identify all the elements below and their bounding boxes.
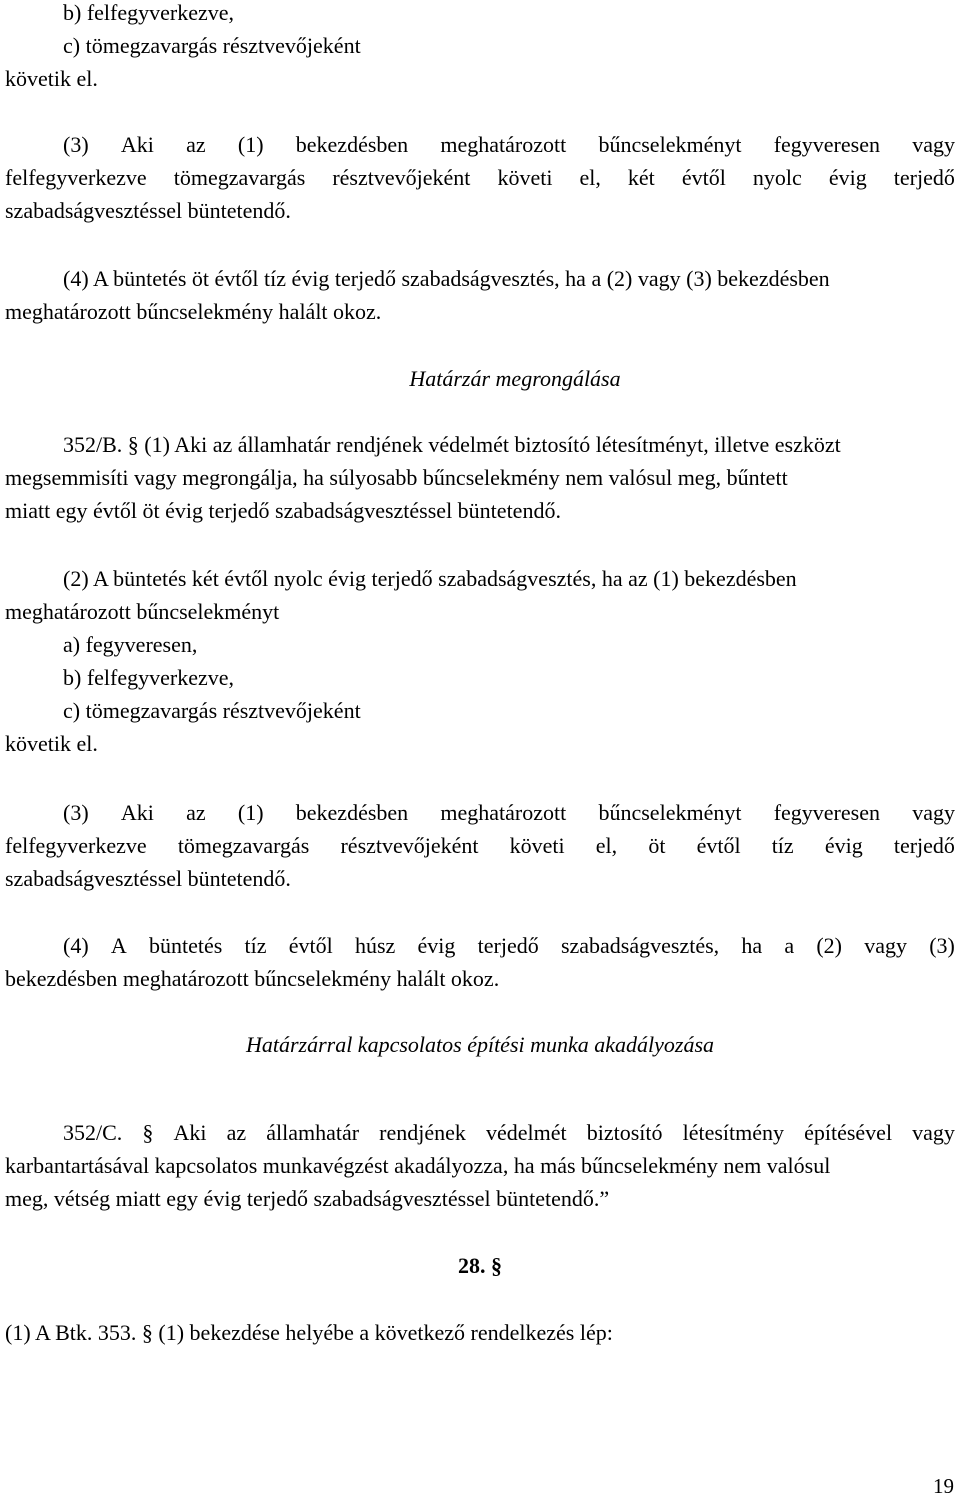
section-352b: 352/B. § (1) Aki az államhatár rendjének védelmét biztosító létesítményt, illetve eszközt megsemmisíti vagy megrongálja, ha súlyosabb bűncselekmény nem valósul meg, bűntett miatt egy évtől öt évig terjedő szabadságvesztéssel büntetendő. (5, 432, 841, 523)
list-item-b: b) felfegyverkezve, (63, 665, 235, 690)
list-item-c: c) tömegzavargás résztvevőjeként (63, 698, 361, 723)
list-tail: követik el. (5, 66, 98, 91)
paragraph-4-first: (4) A büntetés öt évtől tíz évig terjedő szabadságvesztés, ha a (2) vagy (3) bekezdésben meghatározott bűncselekmény halált okoz. (5, 266, 830, 324)
paragraph-3-first: (3) Aki az (1) bekezdésben meghatározott bűncselekményt fegyveresen vagy felfegyverkezve tömegzavargás résztvevőjeként követi el, két évtől nyolc évig terjedő szabadságvesztéssel büntetendő. (5, 128, 955, 227)
section-sign: § (127, 432, 139, 457)
justified-line: 352/C. § Aki az államhatár rendjének védelmét biztosító létesítmény építésével vagy (63, 1120, 955, 1145)
justified-line: felfegyverkezve tömegzavargás résztvevőjeként követi el, öt évtől tíz évig terjedő (5, 833, 955, 858)
justified-line: (3) Aki az (1) bekezdésben meghatározott bűncselekményt fegyveresen vagy (63, 132, 955, 157)
list-tail: követik el. (5, 731, 98, 756)
list-item-a: a) fegyveresen, (63, 632, 198, 657)
section-352b-p3: (3) Aki az (1) bekezdésben meghatározott bűncselekményt fegyveresen vagy felfegyverkezve tömegzavargás résztvevőjeként követi el, öt évtől tíz évig terjedő szabadságvesztéssel büntetendő. (5, 796, 955, 895)
justified-line: (3) Aki az (1) bekezdésben meghatározott bűncselekményt fegyveresen vagy (63, 800, 955, 825)
section-352b-p4: (4) A büntetés tíz évtől húsz évig terjedő szabadságvesztés, ha a (2) vagy (3) bekezdésben meghatározott bűncselekmény halált okoz. (5, 929, 955, 995)
justified-line: (4) A büntetés tíz évtől húsz évig terjedő szabadságvesztés, ha a (2) vagy (3) (63, 933, 955, 958)
section-number-28: 28. § (458, 1253, 502, 1278)
amendment-line: (1) A Btk. 353. § (1) bekezdése helyébe a következő rendelkezés lép: (5, 1320, 613, 1345)
section-heading: Határzár megrongálása (409, 366, 621, 391)
list-item-c: c) tömegzavargás résztvevőjeként (63, 33, 361, 58)
list-item-b: b) felfegyverkezve, (63, 0, 235, 25)
section-352b-p2: (2) A büntetés két évtől nyolc évig terjedő szabadságvesztés, ha az (1) bekezdésben meghatározott bűncselekményt a) fegyveresen, b) felfegyverkezve, c) tömegzavargás résztvevőjeként követik el. (5, 562, 955, 760)
section-352c: 352/C. § Aki az államhatár rendjének védelmét biztosító létesítmény építésével vagy karbantartásával kapcsolatos munkavégzést akadályozza, ha más bűncselekmény nem valósul meg, vétség miatt egy évig terjedő szabadságvesztéssel büntetendő.” (5, 1116, 955, 1215)
justified-line: felfegyverkezve tömegzavargás résztvevőjeként követi el, két évtől nyolc évig terjedő (5, 165, 955, 190)
section-heading: Határzárral kapcsolatos építési munka akadályozása (245, 1032, 715, 1057)
page-number: 19 (933, 1474, 954, 1498)
